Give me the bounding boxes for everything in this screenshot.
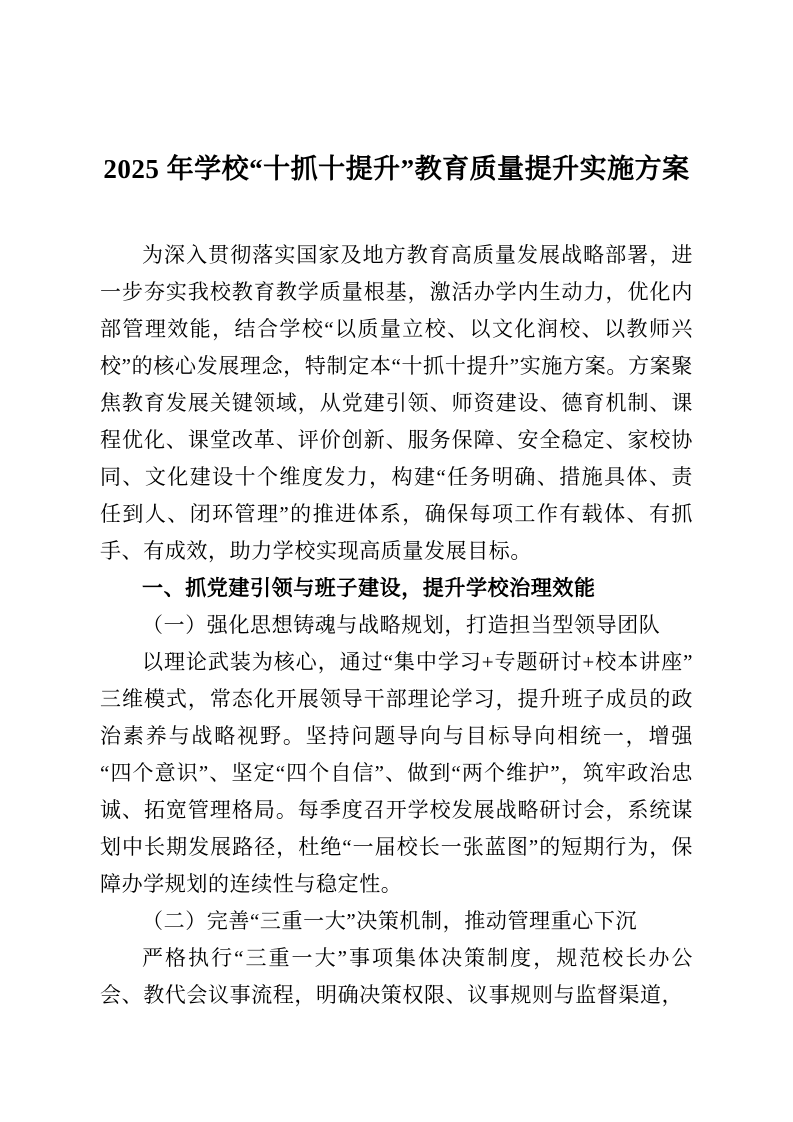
document-content [100, 149, 693, 1014]
body-paragraph-1-2: 严格执行“三重一大”事项集体决策制度，规范校长办公会、教代会议事流程，明确决策权限、议事规则与监督渠道， [100, 946, 693, 1007]
section-heading-1: 一、抓党建引领与班子建设，提升学校治理效能 [142, 576, 596, 600]
document-title: 2025 年学校“十抓十提升”教育质量提升实施方案 [103, 154, 690, 184]
body-paragraph-1-1: 以理论武装为核心，通过“集中学习+专题研讨+校本讲座”三维模式，常态化开展领导干部理论学习，提升班子成员的政治素养与战略视野。坚持问题导向与目标导向相统一，增强“四个意识”、坚定“四个自信”、做到“两个维护”，筑牢政治忠诚、拓宽管理格局。每季度召开学校发展战略研讨会，系统谋划中长期发展路径，杜绝“一届校长一张蓝图”的短期行为，保障办学规划的连续性与稳定性。 [100, 650, 693, 896]
intro-paragraph: 为深入贯彻落实国家及地方教育高质量发展战略部署，进一步夯实我校教育教学质量根基，激活办学内生动力，优化内部管理效能，结合学校“以质量立校、以文化润校、以教师兴校”的核心发展理念，特制定本“十抓十提升”实施方案。方案聚焦教育发展关键领域，从党建引领、师资建设、德育机制、课程优化、课堂改革、评价创新、服务保障、安全稳定、家校协同、文化建设十个维度发力，构建“任务明确、措施具体、责任到人、闭环管理”的推进体系，确保每项工作有载体、有抓手、有成效，助力学校实现高质量发展目标。 [100, 243, 693, 563]
sub-heading-1-2: （二）完善“三重一大”决策机制，推动管理重心下沉 [142, 909, 638, 933]
sub-heading-1-1: （一）强化思想铸魂与战略规划，打造担当型领导团队 [142, 613, 661, 637]
